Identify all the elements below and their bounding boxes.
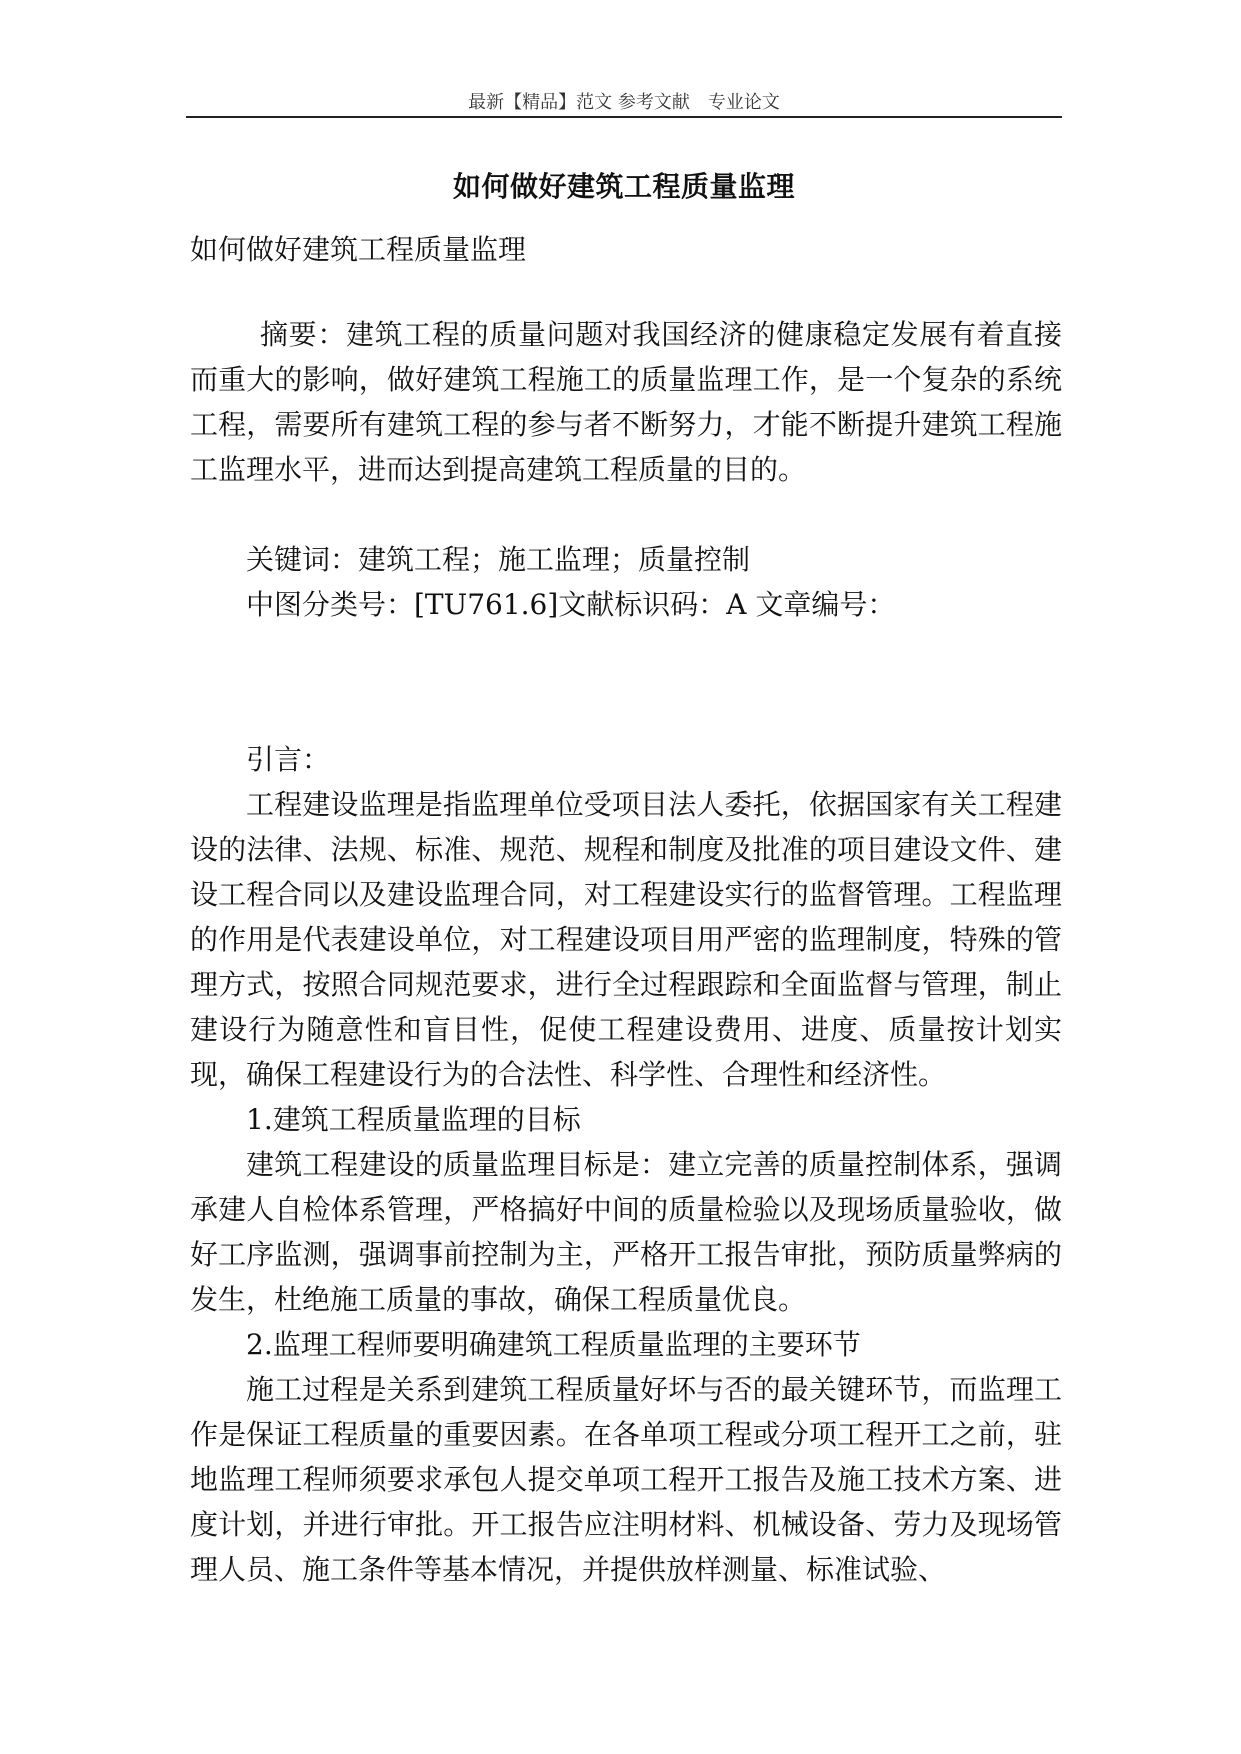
document-title: 如何做好建筑工程质量监理 [452, 170, 795, 203]
spacer [190, 627, 1062, 737]
keywords-line: 关键词：建筑工程；施工监理；质量控制 [246, 543, 751, 576]
document-body [190, 312, 1062, 1592]
spacer [190, 492, 1062, 537]
section-2-paragraph: 施工过程是关系到建筑工程质量好坏与否的最关键环节，而监理工作是保证工程质量的重要因素。在各单项工程或分项工程开工之前，驻地监理工程师须要求承包人提交单项工程开工报告及施工技术方案、进度计划，并进行审批。开工报告应注明材料、机械设备、劳力及现场管理人员、施工条件等基本情况，并提供放样测量、标准试验、 [190, 1373, 1062, 1586]
section-1-heading: 1.建筑工程质量监理的目标 [246, 1103, 581, 1136]
section-1-paragraph: 建筑工程建设的质量监理目标是：建立完善的质量控制体系，强调承建人自检体系管理，严格搞好中间的质量检验以及现场质量验收，做好工序监测，强调事前控制为主，严格开工报告审批，预防质量弊病的发生，杜绝施工质量的事故，确保工程质量优良。 [190, 1148, 1062, 1316]
section-2-heading: 2.监理工程师要明确建筑工程质量监理的主要环节 [246, 1328, 861, 1361]
intro-heading: 引言： [246, 743, 331, 776]
document-subtitle: 如何做好建筑工程质量监理 [190, 233, 527, 266]
header-divider [186, 116, 1062, 118]
page-header: 最新【精品】范文 参考文献 专业论文 [468, 92, 780, 113]
classification-line: 中图分类号：[TU761.6]文献标识码：A 文章编号： [246, 588, 896, 621]
abstract-paragraph: 摘要：建筑工程的质量问题对我国经济的健康稳定发展有着直接而重大的影响，做好建筑工程施工的质量监理工作，是一个复杂的系统工程，需要所有建筑工程的参与者不断努力，才能不断提升建筑工程施工监理水平，进而达到提高建筑工程质量的目的。 [190, 318, 1062, 486]
intro-paragraph: 工程建设监理是指监理单位受项目法人委托，依据国家有关工程建设的法律、法规、标准、规范、规程和制度及批准的项目建设文件、建设工程合同以及建设监理合同，对工程建设实行的监督管理。工程监理的作用是代表建设单位，对工程建设项目用严密的监理制度，特殊的管理方式，按照合同规范要求，进行全过程跟踪和全面监督与管理，制止建设行为随意性和盲目性，促使工程建设费用、进度、质量按计划实现，确保工程建设行为的合法性、科学性、合理性和经济性。 [190, 788, 1062, 1091]
